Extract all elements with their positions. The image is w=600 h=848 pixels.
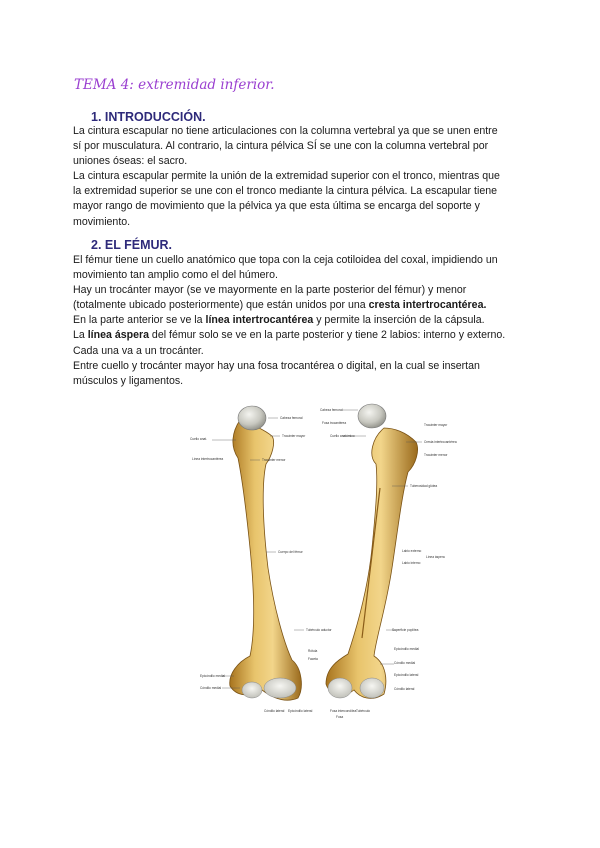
bold-term-linea-intertrocanterea: línea intertrocantérea [205, 314, 314, 327]
section-introduccion-body [73, 124, 528, 230]
figure-label: Fosa intercondílea [330, 709, 357, 713]
figure-label: Cresta intertrocantérea [424, 440, 457, 444]
text-run: del fémur solo se ve en la parte posterior y tiene 2 labios: interno y externo. [148, 329, 506, 342]
figure-label: Cóndilo lateral [394, 687, 415, 691]
text-run: y permite la inserción de la cápsula. [313, 314, 485, 327]
paragraph-line: movimiento tan amplio como el del húmero. [73, 269, 278, 282]
figure-label: Cabeza femoral [320, 408, 343, 412]
figure-label: Tubérculo aductor [306, 628, 332, 632]
text-run: En la parte anterior se ve la [73, 314, 206, 327]
figure-label: Cóndilo medial [200, 686, 222, 690]
text-run: (totalmente ubicado posteriormente) que están unidos por una [73, 299, 369, 312]
paragraph-line: la extremidad superior se une con el tronco mediante la cintura pélvica. La escapular tiene [73, 185, 497, 198]
figure-label: Trocánter mayor [424, 423, 448, 427]
section-heading-introduccion: 1. INTRODUCCIÓN. [91, 110, 206, 124]
anterior-condyle [242, 682, 262, 698]
figure-label: Línea áspera [426, 555, 445, 559]
figure-label: Epicóndilo medial [394, 647, 419, 651]
figure-label: Epicóndilo medial [200, 674, 225, 678]
posterior-medial-condyle [328, 678, 352, 698]
paragraph-line: La cintura escapular permite la unión de la extremidad superior con el tronco, mientras que [73, 170, 500, 183]
section-femur-body [73, 253, 528, 389]
paragraph-line: Hay un trocánter mayor (se ve mayormente en la parte posterior del fémur) y menor [73, 284, 467, 297]
anterior-femoral-head [238, 406, 266, 430]
paragraph-line: Entre cuello y trocánter mayor hay una fosa trocantérea o digital, en la cual se insertan [73, 359, 480, 372]
figure-label: Trocánter mayor [282, 434, 306, 438]
document-title: TEMA 4: extremidad inferior. [74, 77, 275, 93]
figure-label: Tuberosidad glútea [410, 484, 438, 488]
posterior-femoral-head [358, 404, 386, 428]
figure-label: Faceta [308, 657, 318, 661]
figure-label: Epicóndilo lateral [288, 709, 313, 713]
figure-label: Línea intertrocantérea [192, 457, 224, 461]
paragraph-line [73, 328, 528, 343]
figure-label: Superficie poplítea [392, 628, 419, 632]
anterior-patellar-surface [264, 678, 296, 698]
femur-illustration [180, 398, 457, 723]
figure-label: Fosa trocantérea [322, 421, 347, 425]
figure-label: Cóndilo lateral [264, 709, 285, 713]
paragraph-line: Cada una va a un trocánter. [73, 344, 204, 357]
paragraph-line: movimiento. [73, 215, 131, 228]
text-run: La [73, 329, 88, 342]
figure-label: Fosa [336, 715, 344, 719]
figure-label: Cuello anat. [190, 437, 208, 441]
figure-label: Epicóndilo lateral [394, 673, 419, 677]
figure-label: Tubérculo [356, 709, 371, 713]
bold-term-linea-aspera: línea áspera [87, 329, 149, 342]
paragraph-line [73, 313, 528, 328]
figure-label: Trocánter menor [262, 458, 286, 462]
paragraph-line: mayor rango de movimiento que la pélvica ya que esta última se encarga del soporte y [73, 200, 480, 213]
paragraph-line: músculos y ligamentos. [73, 374, 184, 387]
figure-label: Cóndilo medial [394, 661, 416, 665]
paragraph-line: La cintura escapular no tiene articulaciones con la columna vertebral ya que se unen entre [73, 125, 498, 137]
figure-label: Labio interno [402, 561, 421, 565]
paragraph-line: sí por musculatura. Al contrario, la cintura pélvica SÍ se une con la columna vertebral por [73, 140, 489, 153]
paragraph-line: uniones óseas: el sacro. [73, 155, 188, 168]
paragraph-line: El fémur tiene un cuello anatómico que topa con la ceja cotiloidea del coxal, impidiendo un [73, 254, 498, 266]
section-heading-femur: 2. EL FÉMUR. [91, 238, 173, 252]
figure-label: Trocánter menor [424, 453, 448, 457]
posterior-lateral-condyle [360, 678, 384, 698]
bold-term-cresta-intertrocanterea: cresta intertrocantérea. [368, 299, 487, 312]
figure-label: Cabeza femoral [280, 416, 303, 420]
anterior-femur-bone [230, 420, 302, 700]
paragraph-line [73, 298, 528, 313]
figure-label: Rótula [308, 649, 318, 653]
figure-label: Cuello anatómico [330, 434, 355, 438]
figure-label: Cuerpo del fémur [278, 550, 303, 554]
figure-label: Labio externo [402, 549, 422, 553]
